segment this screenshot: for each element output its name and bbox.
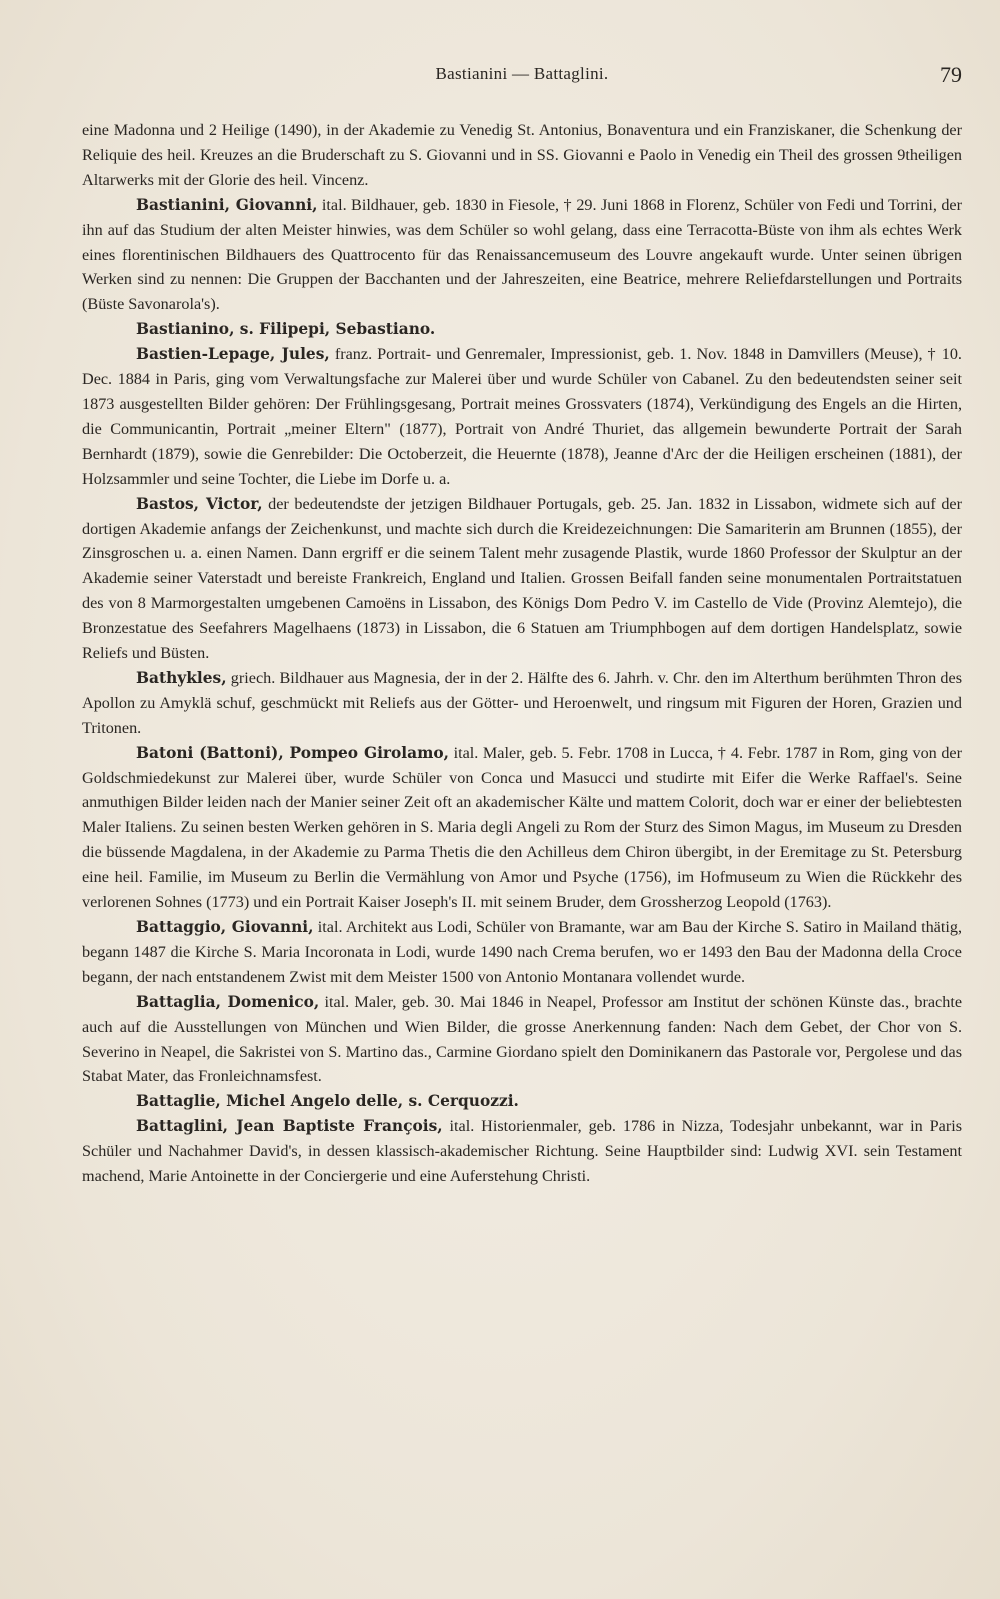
entry-heading: Battaglie, Michel Angelo delle, s. Cerquozzi.: [136, 1092, 519, 1111]
running-head: [82, 62, 962, 92]
running-head-title: Bastianini — Battaglini.: [435, 64, 609, 83]
entry-battaggio: [82, 915, 962, 990]
entry-heading: Battaglia, Domenico,: [136, 992, 320, 1011]
entry-heading: Batoni (Battoni), Pompeo Girolamo,: [136, 743, 450, 762]
entry-body: eine Madonna und 2 Heilige (1490), in der Akademie zu Venedig St. Antonius, Bonaventura und ein Franziskaner, die Schenkung der Reliquie des heil. Kreuzes an die Bruderschaft zu S. Giovanni und in SS. Giovanni e Paolo in Venedig ein Theil des grossen 9theiligen Altarwerks mit der Glorie des heil. Vincenz.: [82, 121, 962, 189]
entry-battaglie: [82, 1089, 962, 1114]
entry-body: ital. Architekt aus Lodi, Schüler von Bramante, war am Bau der Kirche S. Satiro in Mailand thätig, begann 1487 die Kirche S. Maria Incoronata in Lodi, wurde 1490 nach Crema berufen, wo er 1493 den Bau der Madonna della Croce begann, der nach entstandenem Zwist mit dem Meister 1500 von Antonio Montanara vollendet wurde.: [82, 918, 962, 986]
entry-batoni: [82, 741, 962, 915]
entry-bathykles: [82, 666, 962, 741]
entry-heading: Bastien-Lepage, Jules,: [136, 345, 330, 364]
entry-heading: Bastos, Victor,: [136, 494, 263, 513]
entry-battaglia: [82, 990, 962, 1090]
entry-bastos-victor: [82, 492, 962, 666]
page-number: 79: [940, 62, 962, 87]
entry-body: griech. Bildhauer aus Magnesia, der in der 2. Hälfte des 6. Jahrh. v. Chr. den im Alterthum berühmten Thron des Apollon zu Amyklä schuf, geschmückt mit Reliefs aus der Götter- und Heroenwelt, und ringsum mit Figuren der Horen, Grazien und Tritonen.: [82, 668, 962, 737]
entry-heading: Bastianino, s. Filipepi, Sebastiano.: [136, 320, 436, 339]
entry-heading: Battaglini, Jean Baptiste François,: [136, 1117, 443, 1136]
entry-body: ital. Maler, geb. 30. Mai 1846 in Neapel, Professor am Institut der schönen Künste das., brachte auch auf die Ausstellungen von München und Wien Bilder, die grosse Anerkennung fanden: Nach dem Gebet, der Chor von S. Severino in Neapel, die Sakristei von S. Martino das., Carmine Giordano spielt den Dominikanern das Pastorale vor, Pergolese und das Stabat Mater, das Fronleichnamsfest.: [82, 992, 962, 1086]
entry-bastianino: [82, 317, 962, 342]
entry-body: ital. Maler, geb. 5. Febr. 1708 in Lucca, † 4. Febr. 1787 in Rom, ging von der Goldschmiedekunst zur Malerei über, wurde Schüler von Conca und Masucci und studirte mit Eifer die Werke Raffael's. Seine anmuthigen Bilder leiden nach der Manier seiner Zeit oft an akademischer Kälte und mattem Colorit, doch war er einer der beliebtesten Maler Italiens. Zu seinen besten Werken gehören in S. Maria degli Angeli zu Rom der Sturz des Simon Magus, im Museum zu Dresden die büssende Magdalena, in der Akademie zu Parma Thetis die den Achilleus dem Chiron übergibt, in der Eremitage zu St. Petersburg eine heil. Familie, im Museum zu Berlin die Vermählung von Amor und Psyche (1756), im Hofmuseum zu Wien die Rückkehr des verlorenen Sohnes (1773) und ein Portrait Kaiser Joseph's II. mit seinem Bruder, dem Grossherzog Leopold (1763).: [82, 743, 962, 912]
dictionary-text: [82, 118, 962, 1189]
entry-body: ital. Bildhauer, geb. 1830 in Fiesole, † 29. Juni 1868 in Florenz, Schüler von Fedi und Torrini, der ihn auf das Studium der alten Meister hinwies, was dem Schüler so wohl gelang, dass eine Terracotta-Büste von ihm als echtes Werk eines florentinischen Bildhauers des Quattrocento für das Renaissancemuseum des Louvre angekauft wurde. Unter seinen übrigen Werken sind zu nennen: Die Gruppen der Bacchanten und der Jahreszeiten, eine Beatrice, mehrere Reliefdarstellungen und Portraits (Büste Savonarola's).: [82, 195, 962, 314]
entry-body: franz. Portrait- und Genremaler, Impressionist, geb. 1. Nov. 1848 in Damvillers (Meuse), † 10. Dec. 1884 in Paris, ging vom Verwaltungsfache zur Malerei über und wurde Schüler von Cabanel. Zu den bedeutendsten seiner seit 1873 ausgestellten Bilder gehören: Der Frühlingsgesang, Portrait meines Grossvaters (1874), Verkündigung des Engels an die Hirten, die Communicantin, Portrait „meiner Eltern" (1877), Portrait von André Thuriet, das allgemein bewunderte Portrait der Sarah Bernhardt (1879), sowie die Genrebilder: Die Octoberzeit, die Heuernte (1878), Jeanne d'Arc der die Heiligen erscheinen (1881), der Holzsammler und seine Tochter, die Liebe im Dorfe u. a.: [82, 345, 962, 488]
entry-body: der bedeutendste der jetzigen Bildhauer Portugals, geb. 25. Jan. 1832 in Lissabon, widmete sich auf der dortigen Akademie anfangs der Zeichenkunst, und machte sich durch die Kreidezeichnungen: Die Samariterin am Brunnen (1855), der Zinsgroschen u. a. einen Namen. Dann ergriff er die seinem Talent mehr zusagende Plastik, wurde 1860 Professor der Skulptur an der Akademie seiner Vaterstadt und bereiste Frankreich, England und Italien. Grossen Beifall fanden seine monumentalen Portraitstatuen des von 8 Marmorgestalten umgebenen Camoëns in Lissabon, des Königs Dom Pedro V. im Castello de Vide (Provinz Alemtejo), die Bronzestatue des Seefahrers Magelhaens (1873) in Lissabon, die 6 Statuen am Triumphbogen auf dem dortigen Handelsplatz, sowie Reliefs und Büsten.: [82, 494, 962, 663]
entry-bastianini-giovanni: [82, 193, 962, 318]
entry-heading: Battaggio, Giovanni,: [136, 918, 314, 936]
entry-heading: Bastianini, Giovanni,: [136, 195, 318, 214]
entry-heading: Bathykles,: [136, 668, 227, 687]
entry-bastien-lepage: [82, 342, 962, 491]
entry-body: ital. Historienmaler, geb. 1786 in Nizza, Todesjahr unbekannt, war in Paris Schüler und Nachahmer David's, in dessen klassisch-akademischer Richtung. Seine Hauptbilder sind: Ludwig XVI. sein Testament machend, Marie Antoinette in der Conciergerie und eine Auferstehung Christi.: [82, 1117, 963, 1186]
entry-battaglini: [82, 1114, 962, 1189]
entry-continuation: [82, 118, 962, 193]
